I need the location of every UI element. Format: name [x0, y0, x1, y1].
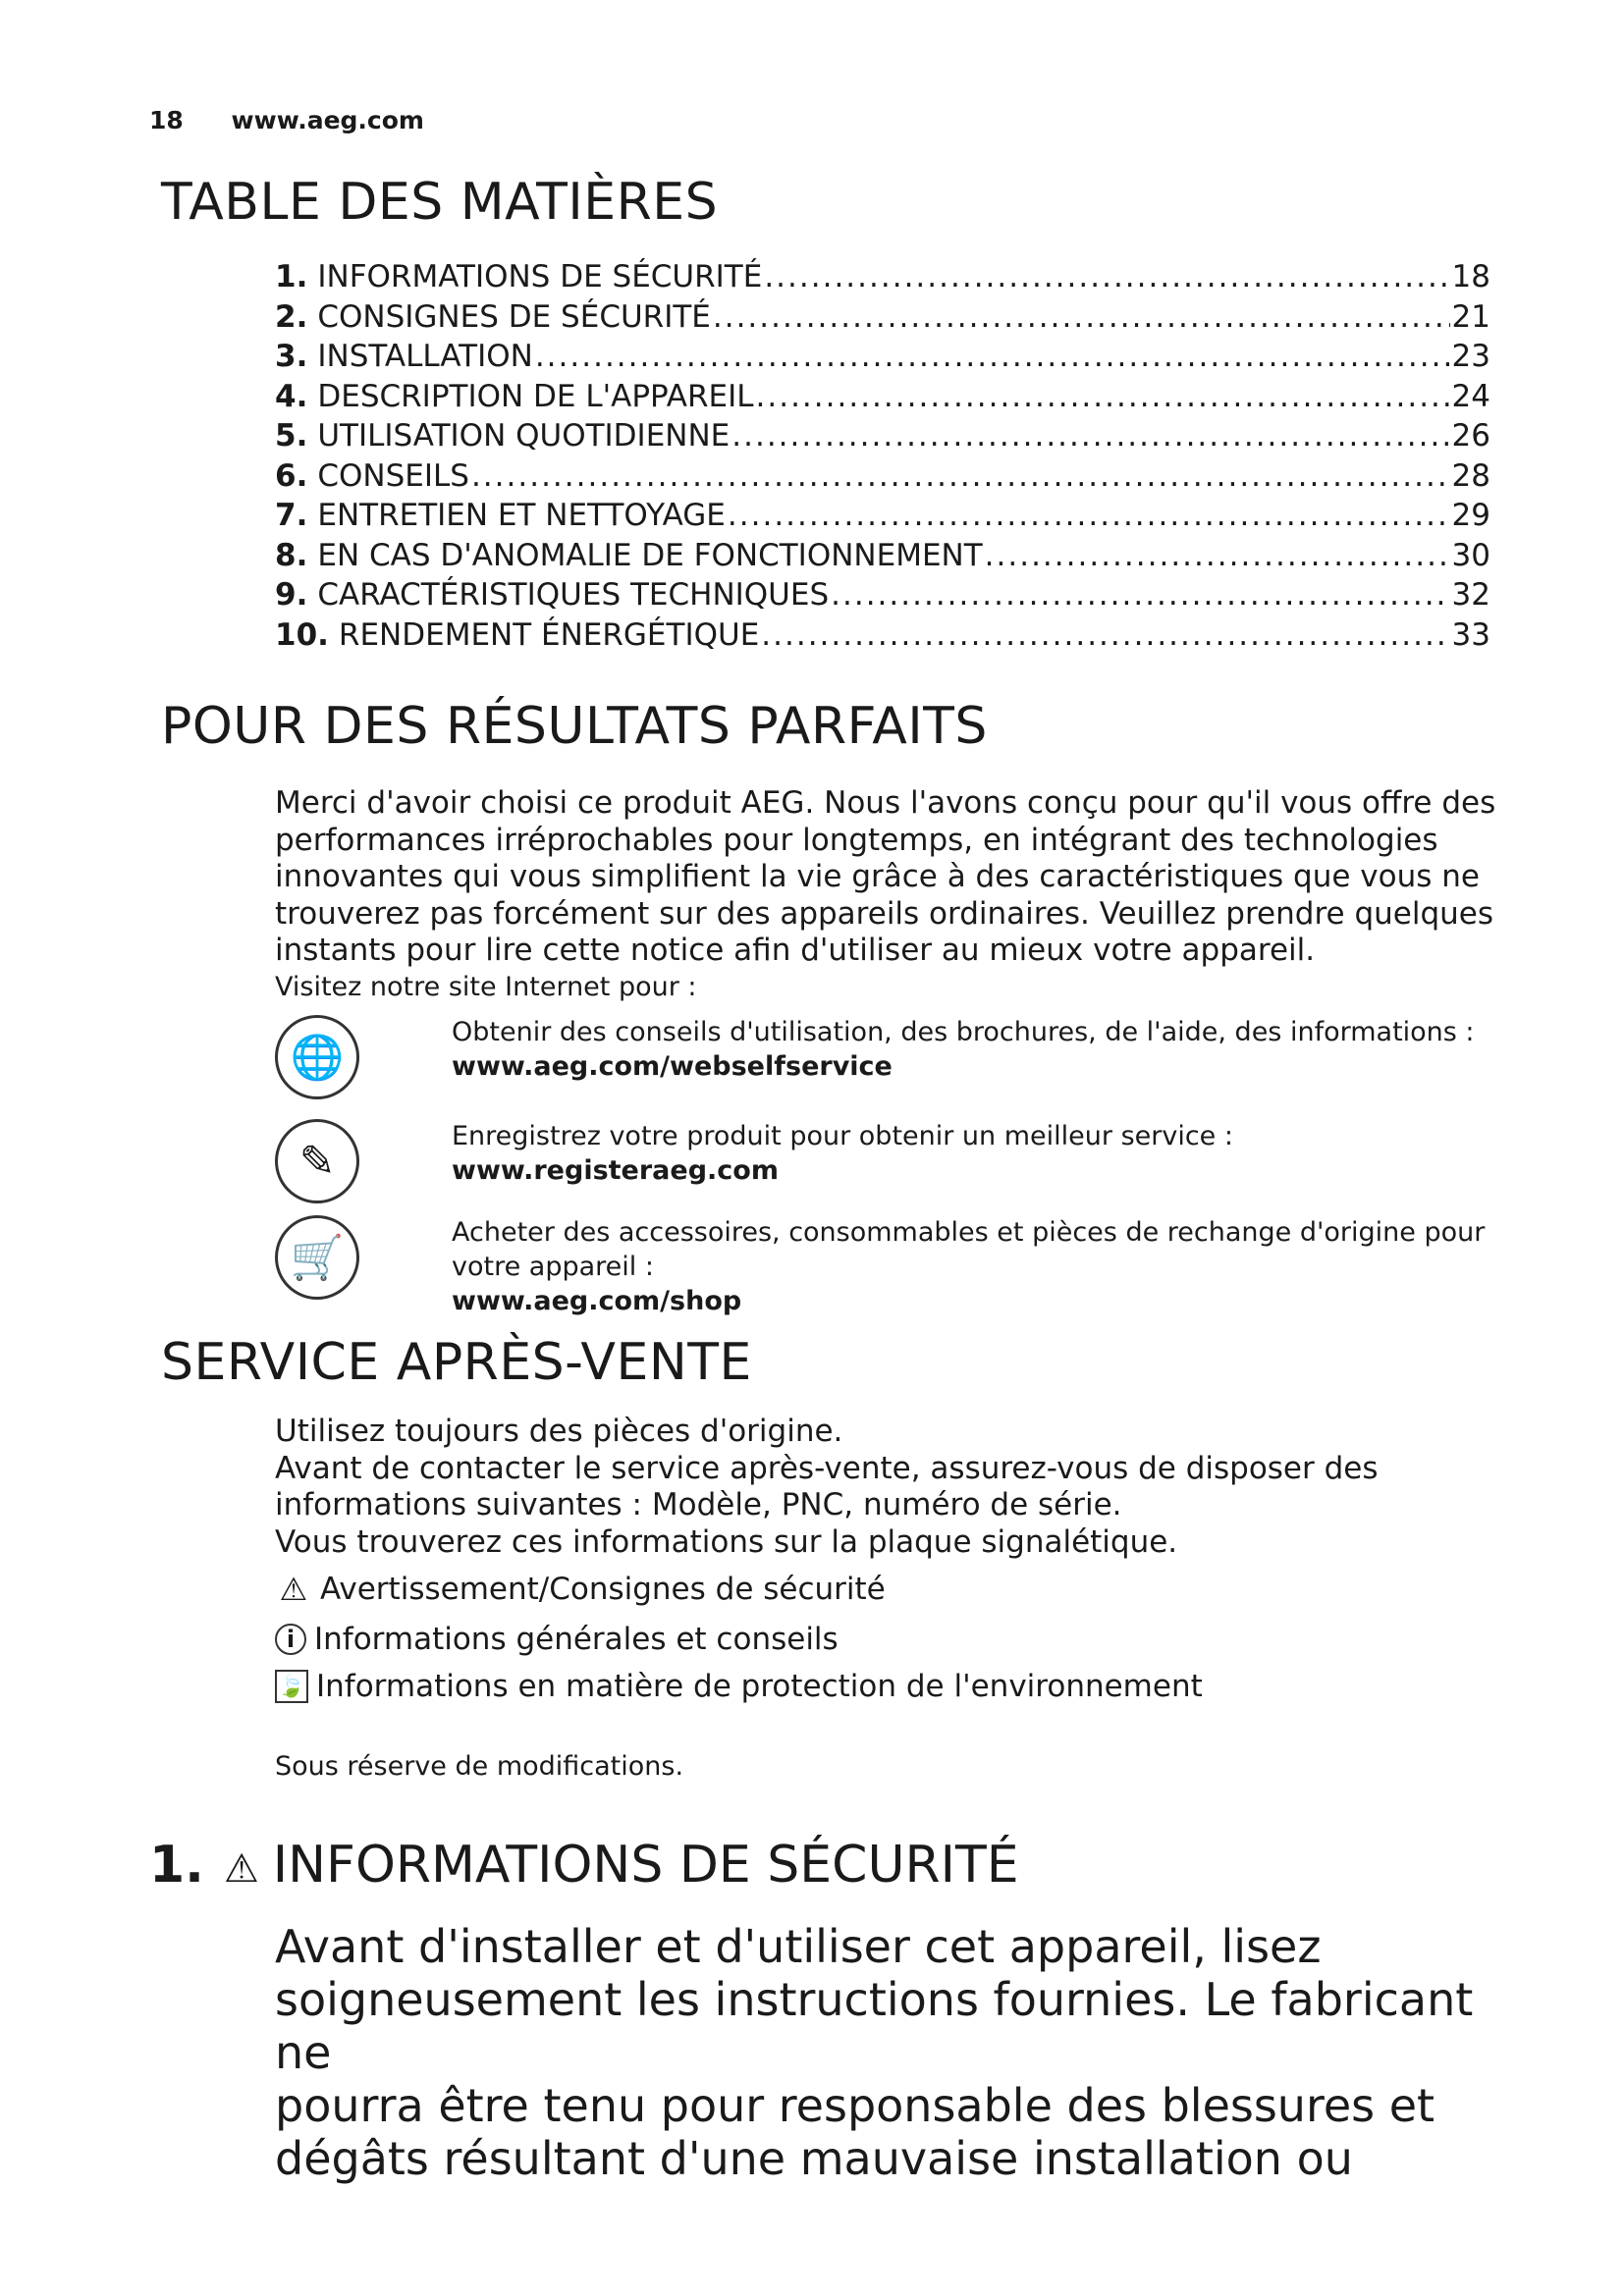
toc-entry-page: 29 — [1451, 498, 1490, 533]
legend-text: Informations en matière de protection de l'environnement — [316, 1669, 1203, 1704]
toc-entry-number: 10. — [275, 616, 329, 653]
section-number: 1. — [149, 1836, 204, 1895]
toc-entry-label: DESCRIPTION DE L'APPAREIL — [317, 378, 754, 414]
legend-text: Informations générales et conseils — [314, 1622, 839, 1657]
legend-environment — [275, 1669, 1203, 1704]
environment-icon: 🍃 — [275, 1670, 308, 1703]
toc-entry-number: 3. — [275, 339, 308, 374]
toc-entry[interactable] — [275, 418, 1490, 458]
register-icon: ✎ — [275, 1119, 359, 1203]
toc-leader — [731, 418, 1449, 454]
intro-line: pourra être tenu pour responsable des blessures et — [275, 2079, 1435, 2132]
toc-entry[interactable] — [275, 339, 1490, 379]
table-of-contents — [275, 259, 1490, 657]
web-item-url[interactable]: www.aeg.com/webselfservice — [452, 1051, 893, 1082]
toc-leader — [471, 458, 1450, 494]
modification-note: Sous réserve de modifications. — [275, 1751, 684, 1782]
warning-icon: ⚠ — [279, 1571, 308, 1608]
section-title: INFORMATIONS DE SÉCURITÉ — [272, 1836, 1019, 1895]
results-title: POUR DES RÉSULTATS PARFAITS — [161, 697, 988, 756]
toc-leader — [535, 339, 1450, 374]
service-line: Vous trouverez ces informations sur la plaque signalétique. — [275, 1523, 1178, 1560]
toc-entry-page: 18 — [1451, 259, 1490, 294]
toc-entry[interactable] — [275, 498, 1490, 538]
section-1-intro — [275, 1920, 1502, 2185]
service-title: SERVICE APRÈS-VENTE — [161, 1333, 752, 1392]
toc-entry-label: CONSEILS — [317, 457, 469, 494]
web-item-support — [275, 1015, 1492, 1113]
toc-leader — [713, 299, 1450, 335]
toc-entry-page: 24 — [1451, 378, 1490, 414]
toc-entry-number: 7. — [275, 498, 308, 533]
site-url[interactable]: www.aeg.com — [231, 106, 424, 134]
toc-leader — [985, 538, 1450, 573]
intro-line: dégâts résultant d'une mauvaise installation ou — [275, 2132, 1353, 2185]
toc-entry-number: 6. — [275, 457, 308, 494]
web-item-shop — [275, 1215, 1492, 1316]
toc-entry-number: 5. — [275, 418, 308, 454]
intro-line: innovantes qui vous simplifient la vie grâce à des caractéristiques que vous ne — [275, 859, 1480, 894]
toc-entry[interactable] — [275, 617, 1490, 658]
toc-entry-label: RENDEMENT ÉNERGÉTIQUE — [338, 616, 760, 653]
web-item-register — [275, 1119, 1492, 1217]
service-line: Avant de contacter le service après-vente, assurez-vous de disposer des — [275, 1450, 1379, 1486]
web-item-text: Enregistrez votre produit pour obtenir un meilleur service : — [452, 1121, 1233, 1151]
toc-entry-number: 9. — [275, 577, 308, 613]
service-line: Utilisez toujours des pièces d'origine. — [275, 1414, 843, 1449]
results-intro — [275, 785, 1502, 1004]
toc-leader — [761, 617, 1449, 653]
intro-line: Avant d'installer et d'utiliser cet appareil, lisez — [275, 1920, 1322, 1973]
service-line: informations suivantes : Modèle, PNC, numéro de série. — [275, 1487, 1122, 1522]
web-item-text: Acheter des accessoires, consommables et pièces de rechange d'origine pour votre appareil : — [452, 1217, 1486, 1282]
section-1-heading — [149, 1836, 1019, 1895]
toc-leader — [831, 577, 1449, 613]
toc-entry[interactable] — [275, 379, 1490, 419]
intro-line: Merci d'avoir choisi ce produit AEG. Nous l'avons conçu pour qu'il vous offre des — [275, 785, 1496, 821]
toc-entry[interactable] — [275, 458, 1490, 499]
toc-entry-page: 32 — [1451, 577, 1490, 613]
toc-entry-label: INFORMATIONS DE SÉCURITÉ — [317, 259, 763, 294]
toc-entry[interactable] — [275, 538, 1490, 578]
web-item-url[interactable]: www.registeraeg.com — [452, 1155, 779, 1186]
toc-entry[interactable] — [275, 259, 1490, 299]
toc-entry[interactable] — [275, 577, 1490, 617]
legend-warning — [275, 1571, 886, 1608]
web-item-url[interactable]: www.aeg.com/shop — [452, 1286, 742, 1316]
toc-leader — [756, 379, 1450, 414]
toc-entry-label: UTILISATION QUOTIDIENNE — [317, 418, 731, 454]
page-number: 18 — [149, 106, 184, 134]
toc-entry-label: EN CAS D'ANOMALIE DE FONCTIONNEMENT — [317, 537, 983, 573]
legend-text: Avertissement/Consignes de sécurité — [320, 1572, 886, 1607]
toc-entry-number: 2. — [275, 298, 308, 335]
toc-entry-page: 33 — [1451, 616, 1490, 653]
toc-entry-page: 28 — [1451, 457, 1490, 494]
visit-text: Visitez notre site Internet pour : — [275, 971, 697, 1002]
toc-entry-page: 26 — [1451, 418, 1490, 454]
toc-entry[interactable] — [275, 299, 1490, 340]
intro-line: instants pour lire cette notice afin d'utiliser au mieux votre appareil. — [275, 933, 1316, 968]
cart-icon: 🛒 — [275, 1215, 359, 1300]
web-item-text: Obtenir des conseils d'utilisation, des brochures, de l'aide, des informations : — [452, 1017, 1475, 1047]
legend-info — [275, 1622, 839, 1657]
toc-entry-label: INSTALLATION — [317, 339, 533, 374]
intro-line: performances irréprochables pour longtemps, en intégrant des technologies — [275, 822, 1438, 858]
toc-leader — [764, 259, 1449, 294]
warning-icon: ⚠ — [223, 1846, 259, 1892]
globe-icon: 🌐 — [275, 1015, 359, 1099]
service-text — [275, 1414, 1502, 1561]
toc-entry-page: 21 — [1451, 298, 1490, 335]
toc-entry-number: 8. — [275, 537, 308, 573]
info-icon: i — [275, 1624, 306, 1655]
toc-entry-page: 23 — [1451, 339, 1490, 374]
toc-entry-page: 30 — [1451, 537, 1490, 573]
toc-entry-label: CARACTÉRISTIQUES TECHNIQUES — [317, 577, 830, 613]
toc-entry-number: 1. — [275, 259, 308, 294]
toc-leader — [728, 498, 1450, 533]
page-header — [149, 106, 424, 134]
intro-line: trouverez pas forcément sur des appareils ordinaires. Veuillez prendre quelques — [275, 895, 1493, 932]
toc-entry-number: 4. — [275, 378, 308, 414]
toc-entry-label: CONSIGNES DE SÉCURITÉ — [317, 298, 711, 335]
toc-title: TABLE DES MATIÈRES — [161, 173, 719, 232]
intro-line: soigneusement les instructions fournies. Le fabricant ne — [275, 1973, 1474, 2079]
toc-entry-label: ENTRETIEN ET NETTOYAGE — [317, 498, 726, 533]
